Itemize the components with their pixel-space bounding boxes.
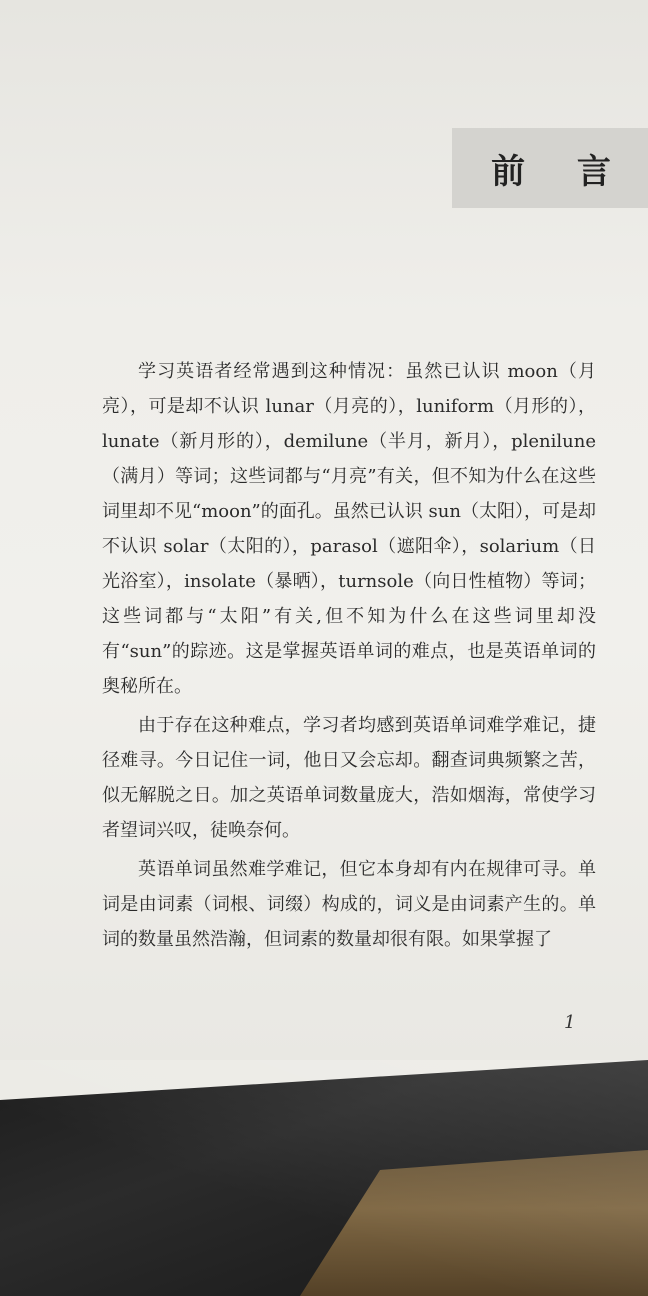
chapter-title-box: [452, 128, 648, 208]
paragraph-1: 学习英语者经常遇到这种情况：虽然已认识 moon（月亮），可是却不认识 lunar（月亮的），luniform（月形的），lunate（新月形的），demilune（半月，新月），plenilune（满月）等词；这些词都与“月亮”有关，但不知为什么在这些词里却不见“moon”的面孔。虽然已认识 sun（太阳），可是却不认识 solar（太阳的），parasol（遮阳伞），solarium（日光浴室），insolate（暴晒），turnsole（向日性植物）等词；这些词都与“太阳”有关,但不知为什么在这些词里却没有“sun”的踪迹。这是掌握英语单词的难点，也是英语单词的奥秘所在。: [102, 361, 596, 697]
body-text: [102, 354, 596, 961]
chapter-title: 前 言: [491, 151, 631, 192]
page-number: 1: [564, 1012, 576, 1033]
paragraph-3: 英语单词虽然难学难记，但它本身却有内在规律可寻。单词是由词素（词根、词缀）构成的，词义是由词素产生的。单词的数量虽然浩瀚，但词素的数量却很有限。如果掌握了: [102, 859, 596, 950]
light-glare: [0, 1060, 648, 1296]
paragraph-2: 由于存在这种难点，学习者均感到英语单词难学难记，捷径难寻。今日记住一词，他日又会忘却。翻查词典频繁之苦，似无解脱之日。加之英语单词数量庞大，浩如烟海，常使学习者望词兴叹，徒唤奈何。: [102, 715, 596, 841]
